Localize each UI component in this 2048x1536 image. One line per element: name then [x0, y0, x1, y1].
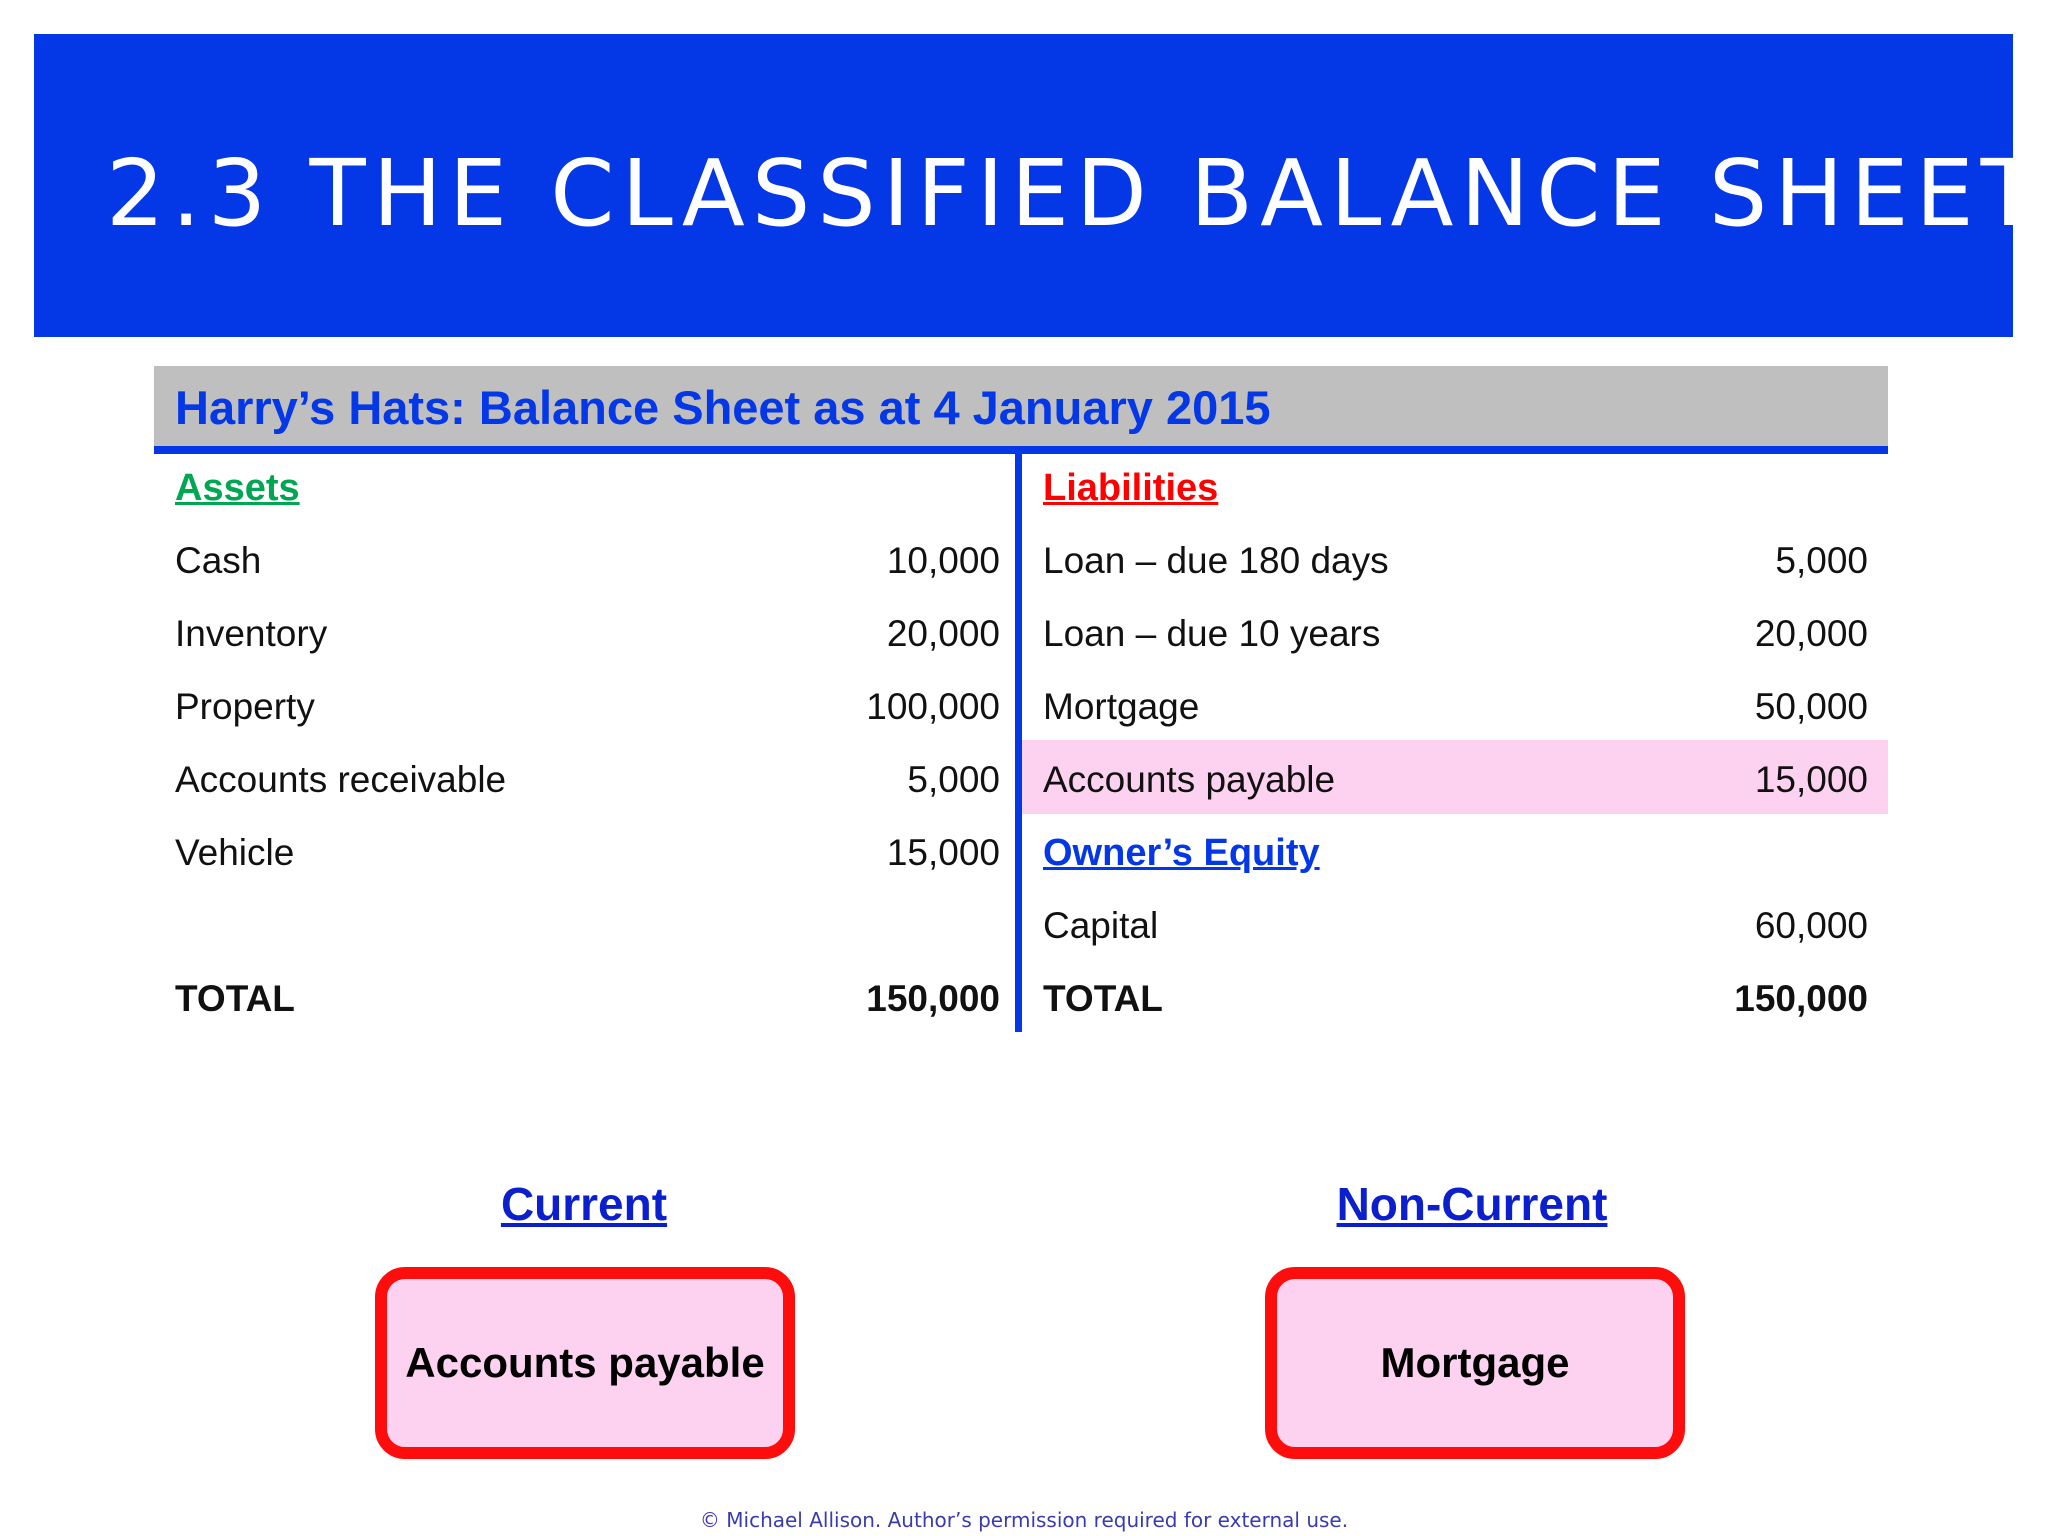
slide-title: 2.3 THE CLASSIFIED BALANCE SHEET: [106, 140, 2044, 247]
copyright-footer: © Michael Allison. Author’s permission required for external use.: [699, 1508, 1349, 1532]
asset-value: 100,000: [866, 686, 1000, 727]
asset-label: Property: [175, 686, 315, 727]
liabilities-total-value: 150,000: [1734, 978, 1868, 1019]
liabilities-heading: Liabilities: [1043, 467, 1219, 509]
non-current-item-box: [1265, 1267, 1685, 1459]
assets-total-value: 150,000: [866, 978, 1000, 1019]
asset-value: 10,000: [886, 540, 1000, 581]
liability-label: Accounts payable: [1043, 759, 1336, 800]
current-item-label: Accounts payable: [405, 1339, 765, 1386]
non-current-item-label: Mortgage: [1380, 1339, 1570, 1386]
owners-equity-heading: Owner’s Equity: [1043, 832, 1320, 874]
liability-label: Loan – due 180 days: [1043, 540, 1389, 581]
liability-value: 5,000: [1775, 540, 1868, 581]
liability-value: 50,000: [1754, 686, 1868, 727]
assets-total-label: TOTAL: [175, 978, 295, 1019]
asset-label: Vehicle: [175, 832, 295, 873]
current-item-box: [375, 1267, 795, 1459]
asset-value: 5,000: [907, 759, 1000, 800]
asset-value: 15,000: [886, 832, 1000, 873]
asset-label: Accounts receivable: [175, 759, 507, 800]
non-current-heading: Non-Current: [1336, 1178, 1608, 1230]
asset-label: Cash: [175, 540, 262, 581]
current-heading: Current: [500, 1178, 668, 1230]
asset-value: 20,000: [886, 613, 1000, 654]
equity-value: 60,000: [1754, 905, 1868, 946]
asset-label: Inventory: [175, 613, 328, 654]
liability-value: 20,000: [1754, 613, 1868, 654]
liability-label: Mortgage: [1043, 686, 1200, 727]
equity-label: Capital: [1043, 905, 1159, 946]
assets-heading: Assets: [175, 467, 300, 509]
liability-label: Loan – due 10 years: [1043, 613, 1381, 654]
center-divider: [1015, 450, 1022, 1032]
balance-sheet-title: Harry’s Hats: Balance Sheet as at 4 January 2015: [175, 381, 1271, 434]
liabilities-total-label: TOTAL: [1043, 978, 1163, 1019]
liability-value: 15,000: [1754, 759, 1868, 800]
